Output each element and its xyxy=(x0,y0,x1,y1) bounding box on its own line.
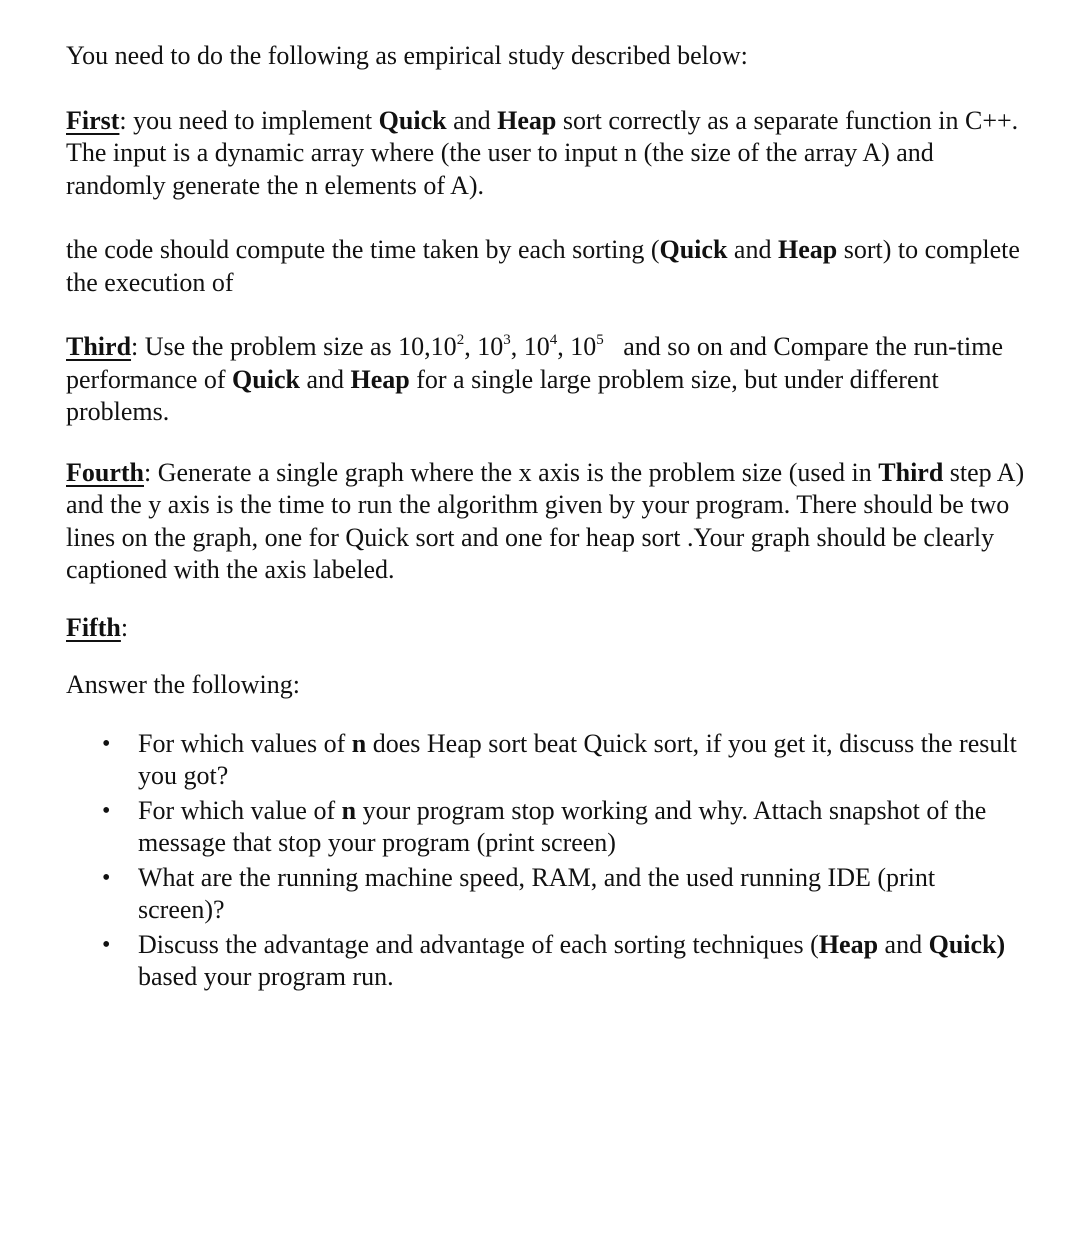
answer-heading: Answer the following: xyxy=(66,670,300,699)
document-page xyxy=(66,40,1026,996)
list-item: • For which values of n does Heap sort beat Quick sort, if you get it, discuss the result you got? xyxy=(102,728,1017,790)
third-heading: Third xyxy=(66,332,132,361)
bullet-icon: • xyxy=(102,797,111,824)
fifth-heading: Fifth xyxy=(66,612,121,642)
list-item: • Discuss the advantage and advantage of each sorting techniques (Heap and Quick) based your program run. xyxy=(102,929,1006,991)
bullet-icon: • xyxy=(102,864,111,891)
fourth-paragraph: Fourth: Generate a single graph where the x axis is the problem size (used in Third step A) and the y axis is the time to run the algorithm given by your program. There should be two lines on the graph, one for Quick sort and one for heap sort .Your graph should be clearly captioned with the axis labeled. xyxy=(66,457,1025,584)
third-paragraph: Third: Use the problem size as 10,10$^2$, $10^3$, $10^4$, $10^5$ and so on and Compare the run-time performance of Quick and Heap for a single large problem size, but under different problems. xyxy=(66,332,1010,426)
bullet-icon: • xyxy=(102,931,111,958)
bullet-icon: • xyxy=(102,730,111,757)
list-item: • For which value of n your program stop working and why. Attach snapshot of the message that stop your program (print screen) xyxy=(102,795,987,857)
intro-paragraph: You need to do the following as empirical study described below: xyxy=(66,41,748,70)
fifth-paragraph: Fifth: xyxy=(66,612,129,642)
second-paragraph: the code should compute the time taken by each sorting (Quick and Heap sort) to complete the execution of xyxy=(66,235,1020,297)
first-paragraph: First: you need to implement Quick and Heap sort correctly as a separate function in C++. The input is a dynamic array where (the user to input n (the size of the array A) and randomly generate the n elements of A). xyxy=(66,105,1019,200)
list-item: • What are the running machine speed, RAM, and the used running IDE (print screen)? xyxy=(102,862,936,924)
first-heading: First xyxy=(66,105,120,135)
fourth-heading: Fourth xyxy=(66,457,144,487)
question-list xyxy=(66,728,1026,994)
